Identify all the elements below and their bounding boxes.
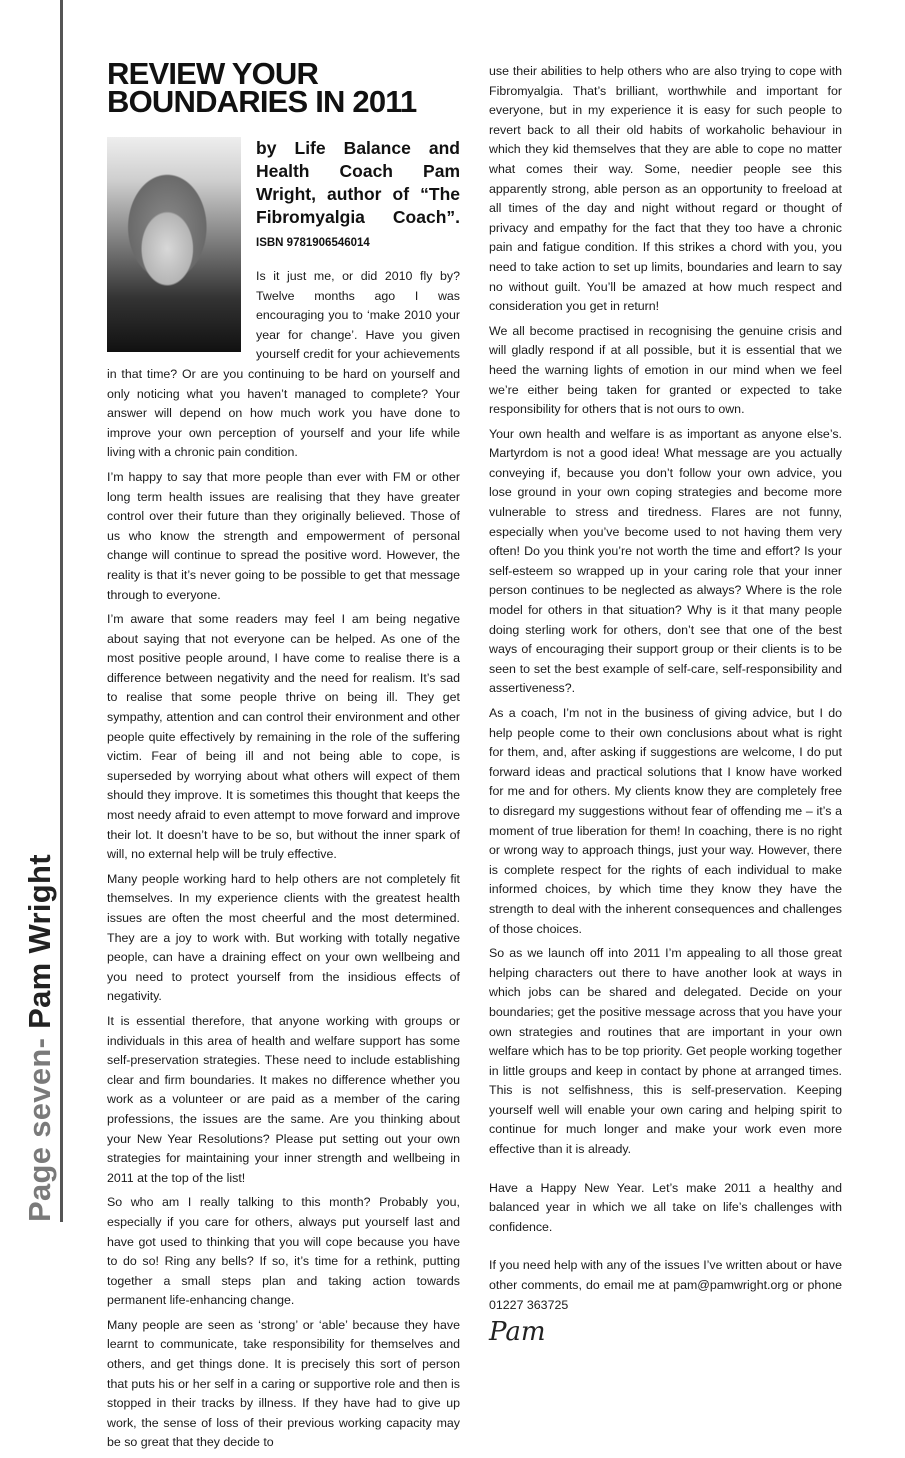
paragraph: I’m aware that some readers may feel I am being negative about saying that not everyone can be helped. As one of the most positive people around, I have come to realise there is a difference between negativity and the need for realism. It’s sad to realise that some people thrive on being ill. They get sympathy, attention and can control their environment and other people quite effectively by remaining in the role of the suffering victim. Fear of being ill and not being able to cope, is superseded by worrying about what others will expect of them should they improve. It is sometimes this thought that keeps the most needy afraid to even attempt to move forward and improve their lot. It doesn’t have to be so, but without the inner spark of will, no external help will be truly effective. [107, 612, 460, 862]
left-column [107, 137, 460, 1458]
isbn: ISBN 9781906546014 [256, 237, 370, 249]
right-column [489, 62, 842, 1348]
paragraph: I’m happy to say that more people than ever with FM or other long term health issues are realising that they have greater control over their future than they originally believed. Those of us who know the strength and empowerment of personal change will continue to spread the positive word. However, the reality is that it’s never going to be possible to get that message through to everyone. [107, 469, 460, 602]
paragraph: It is essential therefore, that anyone working with groups or individuals in this area of health and welfare support has some self-preservation strategies. These need to include establishing clear and firm boundaries. It makes no difference whether you work as a volunteer or are paid as a member of the caring professions, the issues are the same. Are you thinking about your New Year Resolutions? Please put setting out your own strategies for maintaining your inner strength and wellbeing in 2011 at the top of the list! [107, 1013, 460, 1185]
author-photo [107, 137, 241, 352]
article-title [107, 56, 467, 119]
paragraph: Many people are seen as ‘strong’ or ‘able’ because they have learnt to communicate, take responsibility for themselves and others, and get things done. It is precisely this sort of person that puts his or her self in a caring or supportive role and then is stopped in their tracks by illness. If they have had to give up work, the sense of loss of their previous working capacity may be so great that they decide to [107, 1317, 460, 1450]
paragraph: As a coach, I’m not in the business of giving advice, but I do help people come to their own conclusions about what is right for them, and, after asking if suggestions are welcome, I do put forward ideas and practical solutions that I know have worked for me and for others. My clients know they are completely free to disregard my suggestions without fear of offending me – it’s a moment of true liberation for them! In coaching, there is no right or wrong way to approach things, just your way. However, there is complete respect for the rights of each individual to make informed choices, by which time they know they have the strength to deal with the inherent consequences and challenges of those choices. [489, 706, 842, 936]
closing-paragraph: Have a Happy New Year. Let’s make 2011 a healthy and balanced year in which we all take on life’s challenges with confidence. [489, 1180, 842, 1234]
title-line-2: BOUNDARIES IN 2011 [107, 84, 417, 119]
paragraph: Many people working hard to help others are not completely fit themselves. In my experience clients with the greatest health issues are often the most cheerful and the most determined. They are a joy to work with. But working with totally negative people, can have a draining effect on your own wellbeing and you need to protect yourself from the insidious effects of negativity. [107, 871, 460, 1004]
signature: Pam [489, 1317, 546, 1348]
margin-rule [60, 0, 63, 1222]
page-side-label [22, 854, 58, 1222]
paragraph: So who am I really talking to this month? Probably you, especially if you care for others, always put yourself last and have got used to thinking that you will cope because you have to do so! Ring any bells? If so, it’s time for a rethink, putting together a small steps plan and taking action towards permanent life-enhancing change. [107, 1195, 460, 1308]
paragraph: We all become practised in recognising the genuine crisis and will gladly respond if at all possible, but it is essential that we heed the warning lights of emotion in our mind when we feel we’re either being taken for granted or expected to take responsibility for others that is not ours to own. [489, 323, 842, 417]
title-line-1: REVIEW YOUR [107, 56, 319, 91]
page-number-label: Page seven- [22, 1037, 57, 1222]
contact-paragraph: If you need help with any of the issues I’ve written about or have other comments, do email me at pam@pamwright.org or phone 01227 363725 [489, 1258, 842, 1312]
paragraph: use their abilities to help others who are also trying to cope with Fibromyalgia. That’s brilliant, worthwhile and important for everyone, but in my experience it is easy for such people to revert back to all their old habits of workaholic behaviour in which they kid themselves that they are able to cope no matter what comes their way. Some, needier people see this apparently strong, able person as an opportunity to freeload at all times of the day and night without regard or thought of privacy and empathy for the fact that they too have a chronic pain and fatigue condition. If this strikes a chord with you, you need to take action to set up limits, boundaries and learn to say no without guilt. You’ll be amazed at how much respect and consideration you get in return! [489, 64, 842, 314]
paragraph: Your own health and welfare is as important as anyone else’s. Martyrdom is not a good idea! What message are you actually conveying if, because you don’t follow your own advice, you lose ground in your own coping strategies and become more vulnerable to stress and tiredness. Flares are not funny, especially when you’ve become used to not having them very often! Do you think you’re not worth the time and effort? Is your self-esteem so wrapped up in your caring role that your inner person continues to be neglected as always? Where is the role model for others in that situation? Why is it that many people doing sterling work for others, don’t see that one of the best ways of encouraging their support group or their clients is to be seen to set the best example of self-care, self-responsibility and assertiveness?. [489, 426, 842, 696]
paragraph: So as we launch off into 2011 I’m appealing to all those great helping characters out there to have another look at ways in which jobs can be shared and delegated. Decide on your boundaries; get the positive message across that you have your own strategies and routines that are important in your own welfare which has to be top priority. Get people working together in little groups and keep in contact by phone at arranged times. This is not selfishness, this is self-preservation. Keeping yourself well will enable your own caring and helping spirit to continue for much longer and make your work even more effective than it is already. [489, 946, 842, 1157]
byline-text: by Life Balance and Health Coach Pam Wright, author of “The Fibromyalgia Coach”. [256, 138, 460, 227]
paragraph: Is it just me, or did 2010 fly by? Twelve months ago I was encouraging you to ‘make 2010 your year for change’. Have you given yourself credit for your achievements in that time? Or are you continuing to be hard on yourself and only noticing what you haven’t managed to complete? Your answer will depend on how much work you have done to improve your own perception of yourself and your life while living with a chronic pain condition. [107, 269, 460, 460]
author-label: Pam Wright [22, 854, 57, 1029]
